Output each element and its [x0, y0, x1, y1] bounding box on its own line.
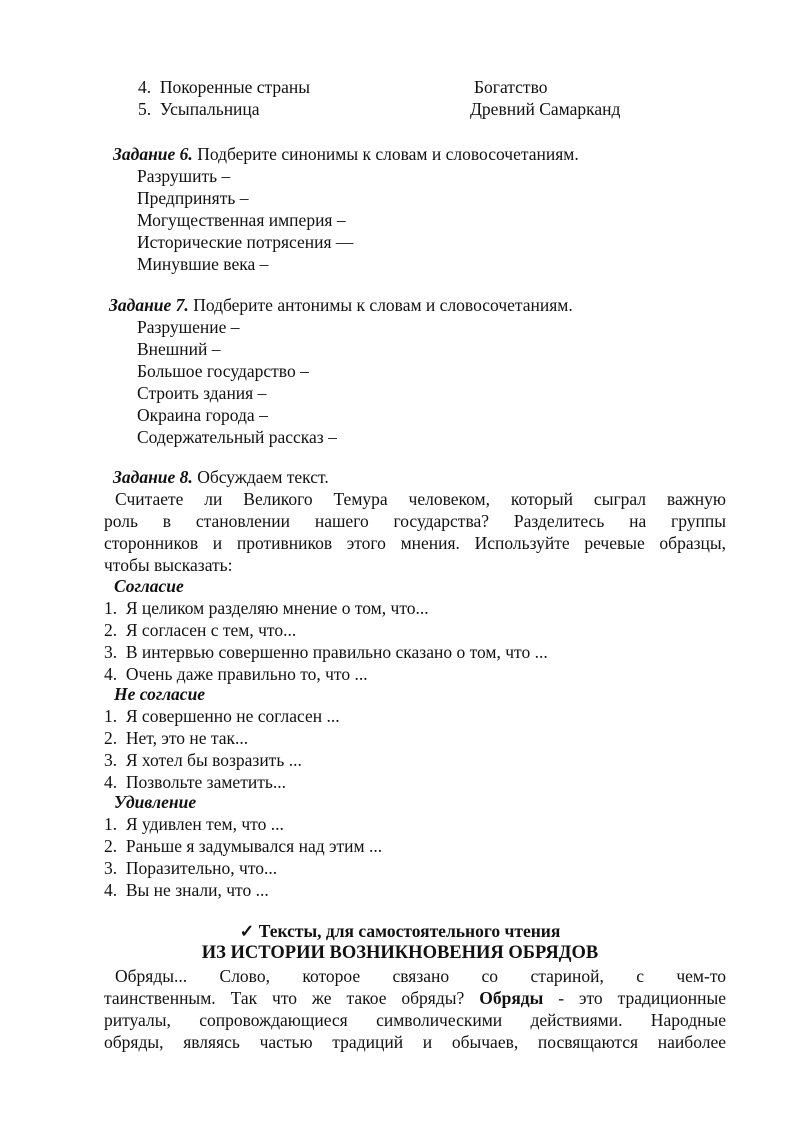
list-item: [104, 619, 296, 641]
task-text: Подберите синонимы к словам и словосочетаниям.: [192, 144, 579, 164]
item-number: 1.: [104, 598, 118, 618]
list-item: [104, 597, 429, 619]
checkmark-icon: ✓: [239, 921, 255, 941]
paragraph-line: ритуалы, сопровождающиеся символическими действиями. Народные: [104, 1010, 726, 1030]
item-text: Усыпальница: [159, 99, 260, 119]
item-number: 5.: [138, 99, 152, 119]
list-item: [104, 771, 286, 793]
list-item: [138, 98, 260, 120]
task-6-item: Исторические потрясения —: [137, 232, 354, 252]
paragraph-line: Считаете ли Великого Темура человеком, который сыграл важную: [115, 489, 726, 509]
item-text: Нет, это не так...: [125, 728, 249, 748]
item-number: 4.: [104, 880, 118, 900]
task-6-heading: [113, 143, 579, 165]
task-6-item: Разрушить –: [137, 166, 231, 186]
paragraph-line: сторонников и противников этого мнения. Используйте речевые образцы,: [104, 533, 726, 553]
task-8-heading: [113, 466, 329, 488]
item-number: 4.: [138, 77, 152, 97]
paragraph-text: - это традиционные: [543, 988, 726, 1008]
item-text: Позвольте заметить...: [125, 772, 286, 792]
group-title: Согласие: [114, 576, 184, 596]
text-title: ИЗ ИСТОРИИ ВОЗНИКНОВЕНИЯ ОБРЯДОВ: [201, 943, 599, 963]
paragraph-line: обряды, являясь частью традиций и обычаев, посвящаются наиболее: [104, 1032, 726, 1052]
paragraph-line: [104, 987, 726, 1009]
task-7-item: Содержательный рассказ –: [137, 427, 337, 447]
task-7-item: Внешний –: [137, 339, 221, 359]
list-item: [104, 857, 277, 879]
task-7-item: Большое государство –: [137, 361, 309, 381]
item-number: 1.: [104, 814, 118, 834]
task-6-item: Предпринять –: [137, 188, 249, 208]
task-7-item: Окраина города –: [137, 405, 268, 425]
list-item: [104, 813, 284, 835]
item-text: Я удивлен тем, что ...: [125, 814, 284, 834]
task-7-item: Разрушение –: [137, 317, 240, 337]
item-pair: Древний Самарканд: [470, 99, 621, 119]
task-6-item: Могущественная империя –: [137, 210, 346, 230]
task-label: Задание 8.: [113, 467, 193, 487]
item-text: В интервью совершенно правильно сказано о том, что ...: [125, 642, 548, 662]
task-label: Задание 7.: [109, 295, 189, 315]
item-number: 4.: [104, 664, 118, 684]
item-text: Я целиком разделяю мнение о том, что...: [125, 598, 429, 618]
item-number: 3.: [104, 642, 118, 662]
paragraph-line: чтобы высказать:: [104, 555, 233, 575]
list-item: [104, 641, 548, 663]
item-pair: Богатство: [474, 77, 548, 97]
paragraph-line: Обряды... Слово, которое связано со стариной, с чем-то: [115, 966, 726, 986]
list-item: [104, 879, 269, 901]
paragraph-text: таинственным. Так что же такое обряды?: [104, 988, 480, 1008]
task-label: Задание 6.: [113, 144, 193, 164]
task-7-heading: [109, 294, 573, 316]
item-number: 3.: [104, 750, 118, 770]
list-item: [104, 705, 340, 727]
section-heading-text: Тексты, для самостоятельного чтения: [254, 921, 561, 941]
list-item: [104, 749, 302, 771]
group-title: Не согласие: [114, 684, 206, 704]
item-number: 2.: [104, 836, 118, 856]
item-text: Я хотел бы возразить ...: [125, 750, 302, 770]
item-text: Я согласен с тем, что...: [125, 620, 297, 640]
item-text: Очень даже правильно то, что ...: [125, 664, 368, 684]
task-text: Обсуждаем текст.: [192, 467, 329, 487]
list-item: [104, 727, 248, 749]
list-item: [104, 835, 382, 857]
item-number: 2.: [104, 728, 118, 748]
task-text: Подберите антонимы к словам и словосочетаниям.: [188, 295, 573, 315]
item-text: Покоренные страны: [159, 77, 311, 97]
section-heading: [0, 920, 800, 942]
list-item: [138, 76, 310, 98]
item-number: 2.: [104, 620, 118, 640]
item-text: Поразительно, что...: [125, 858, 278, 878]
task-6-item: Минувшие века –: [137, 254, 269, 274]
item-text: Вы не знали, что ...: [125, 880, 269, 900]
item-number: 3.: [104, 858, 118, 878]
item-text: Раньше я задумывался над этим ...: [125, 836, 383, 856]
paragraph-line: роль в становлении нашего государства? Разделитесь на группы: [104, 511, 726, 531]
group-title: Удивление: [114, 792, 197, 812]
item-number: 4.: [104, 772, 118, 792]
item-number: 1.: [104, 706, 118, 726]
list-item: [104, 663, 368, 685]
term-bold: Обряды: [479, 988, 544, 1008]
task-7-item: Строить здания –: [137, 383, 267, 403]
item-text: Я совершенно не согласен ...: [125, 706, 340, 726]
